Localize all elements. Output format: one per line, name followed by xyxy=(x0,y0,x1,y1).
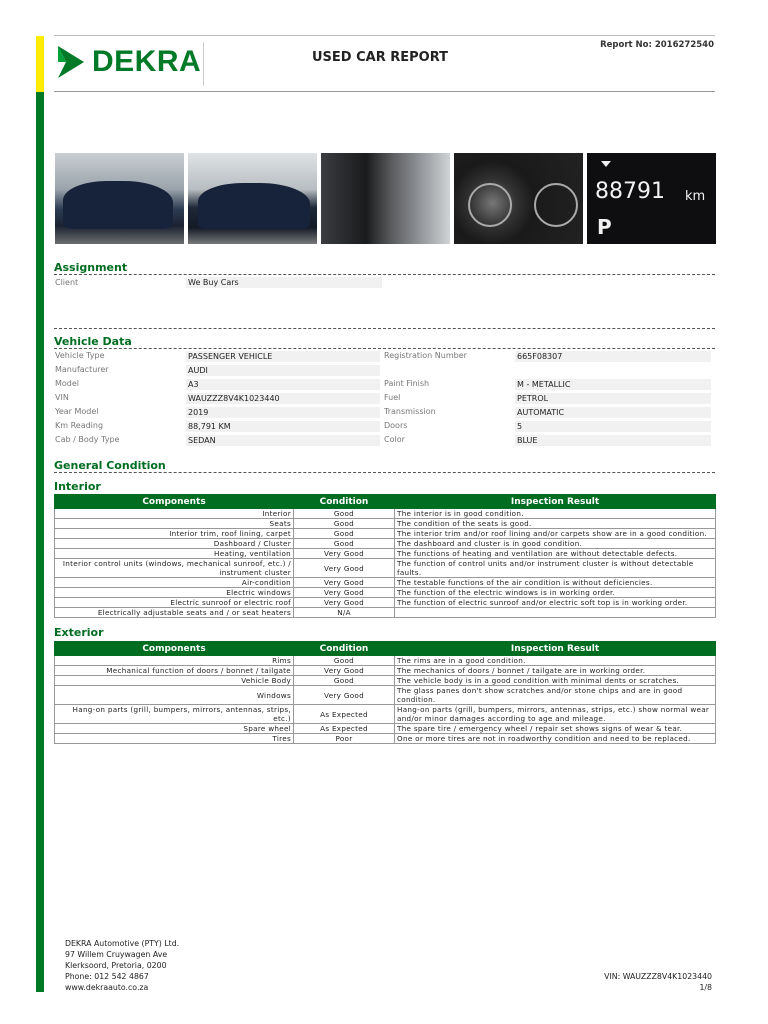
page-number: 1/8 xyxy=(699,983,712,992)
vehicle-data-title: Vehicle Data xyxy=(54,335,132,348)
table-row: Vehicle Body Good The vehicle body is in a good condition with minimal dents or scratches. xyxy=(55,676,716,686)
vd-row: Paint Finish M - METALLIC xyxy=(384,379,714,393)
col-components: Components xyxy=(55,642,294,656)
vd-row: VIN WAUZZZ8V4K1023440 xyxy=(55,393,383,407)
top-rule xyxy=(54,35,715,36)
col-condition: Condition xyxy=(294,642,395,656)
table-row: Electric sunroof or electric roof Very Good The function of electric sunroof and/or electric soft top is in working order. xyxy=(55,598,716,608)
footer-address xyxy=(65,938,179,993)
photo-rear[interactable] xyxy=(188,153,317,244)
general-condition-divider xyxy=(54,472,715,473)
col-components: Components xyxy=(55,495,294,509)
vd-row xyxy=(384,365,714,379)
table-row: Interior Good The interior is in good condition. xyxy=(55,509,716,519)
table-row: Electric windows Very Good The function of the electric windows is in working order. xyxy=(55,588,716,598)
footer-address-line1: 97 Willem Cruywagen Ave xyxy=(65,950,168,959)
table-row: Spare wheel As Expected The spare tire / emergency wheel / repair set shows signs of wear & tear. xyxy=(55,724,716,734)
footer-website[interactable]: www.dekraauto.co.za xyxy=(65,983,149,992)
client-value: We Buy Cars xyxy=(186,277,382,288)
footer-address-line2: Klerksoord, Pretoria, 0200 xyxy=(65,961,167,970)
report-title: USED CAR REPORT xyxy=(312,50,449,65)
vehicle-data-left xyxy=(55,351,383,449)
report-number: Report No: 2016272540 xyxy=(600,40,714,50)
col-result: Inspection Result xyxy=(395,495,716,509)
triangle-icon xyxy=(601,161,611,167)
dekra-logo-icon xyxy=(56,44,86,80)
vehicle-data-divider xyxy=(54,348,715,349)
col-condition: Condition xyxy=(294,495,395,509)
sidebar-yellow-bar xyxy=(36,36,44,92)
exterior-table xyxy=(54,641,716,744)
dekra-logo xyxy=(56,42,201,82)
vd-row: Doors 5 xyxy=(384,421,714,435)
table-row: Interior trim, roof lining, carpet Good The interior trim and/or roof lining and/or carpets show are in a good condition. xyxy=(55,529,716,539)
photo-interior[interactable] xyxy=(321,153,450,244)
odometer-value: 88791 xyxy=(595,179,665,204)
assignment-end-divider xyxy=(54,328,715,329)
brand-name: DEKRA xyxy=(92,45,202,78)
vehicle-photos xyxy=(55,153,716,244)
footer-company: DEKRA Automotive (PTY) Ltd. xyxy=(65,939,180,948)
photo-front[interactable] xyxy=(55,153,184,244)
park-brake-icon: P xyxy=(597,215,612,239)
photo-dashboard[interactable] xyxy=(454,153,583,244)
table-row: Mechanical function of doors / bonnet / tailgate Very Good The mechanics of doors / bonnet / tailgate are in working order. xyxy=(55,666,716,676)
assignment-title: Assignment xyxy=(54,261,128,274)
table-row: Tires Poor One or more tires are not in roadworthy condition and need to be replaced. xyxy=(55,734,716,744)
col-result: Inspection Result xyxy=(395,642,716,656)
vd-row: Cab / Body Type SEDAN xyxy=(55,435,383,449)
vehicle-data-right xyxy=(384,351,714,449)
table-row: Electrically adjustable seats and / or seat heaters N/A xyxy=(55,608,716,618)
general-condition-title: General Condition xyxy=(54,459,166,472)
footer-phone: Phone: 012 542 4867 xyxy=(65,972,149,981)
exterior-title: Exterior xyxy=(54,626,104,639)
vd-row: Registration Number 665F08307 xyxy=(384,351,714,365)
vd-row: Vehicle Type PASSENGER VEHICLE xyxy=(55,351,383,365)
assignment-divider xyxy=(54,274,715,275)
vd-row: Model A3 xyxy=(55,379,383,393)
table-row: Heating, ventilation Very Good The functions of heating and ventilation are without detectable defects. xyxy=(55,549,716,559)
footer-right xyxy=(604,971,712,993)
header-rule xyxy=(54,91,715,92)
table-row: Rims Good The rims are in a good condition. xyxy=(55,656,716,666)
odometer-unit: km xyxy=(685,189,706,204)
vd-row: Km Reading 88,791 KM xyxy=(55,421,383,435)
table-row: Windows Very Good The glass panes don't show scratches and/or stone chips and are in good condition. xyxy=(55,686,716,705)
footer-vin: VIN: WAUZZZ8V4K1023440 xyxy=(604,972,712,981)
photo-odometer[interactable] xyxy=(587,153,716,244)
vd-row: Fuel PETROL xyxy=(384,393,714,407)
logo-separator xyxy=(203,42,204,86)
interior-table xyxy=(54,494,716,618)
table-row: Dashboard / Cluster Good The dashboard and cluster is in good condition. xyxy=(55,539,716,549)
table-row: Hang-on parts (grill, bumpers, mirrors, antennas, strips, etc.) As Expected Hang-on parts (grill, bumpers, mirrors, antennas, strips, etc.) show normal wear and/or minor damages according to age and mileage. xyxy=(55,705,716,724)
vd-row: Color BLUE xyxy=(384,435,714,449)
sidebar-green-bar xyxy=(36,92,44,992)
table-row: Interior control units (windows, mechanical sunroof, etc.) / instrument cluster Very Good The function of control units and/or instrument cluster is without detectable faults. xyxy=(55,559,716,578)
vd-row: Year Model 2019 xyxy=(55,407,383,421)
table-row: Air-condition Very Good The testable functions of the air condition is without deficiencies. xyxy=(55,578,716,588)
table-row: Seats Good The condition of the seats is good. xyxy=(55,519,716,529)
vd-row: Transmission AUTOMATIC xyxy=(384,407,714,421)
interior-title: Interior xyxy=(54,480,101,493)
client-label: Client xyxy=(55,278,79,287)
vd-row: Manufacturer AUDI xyxy=(55,365,383,379)
